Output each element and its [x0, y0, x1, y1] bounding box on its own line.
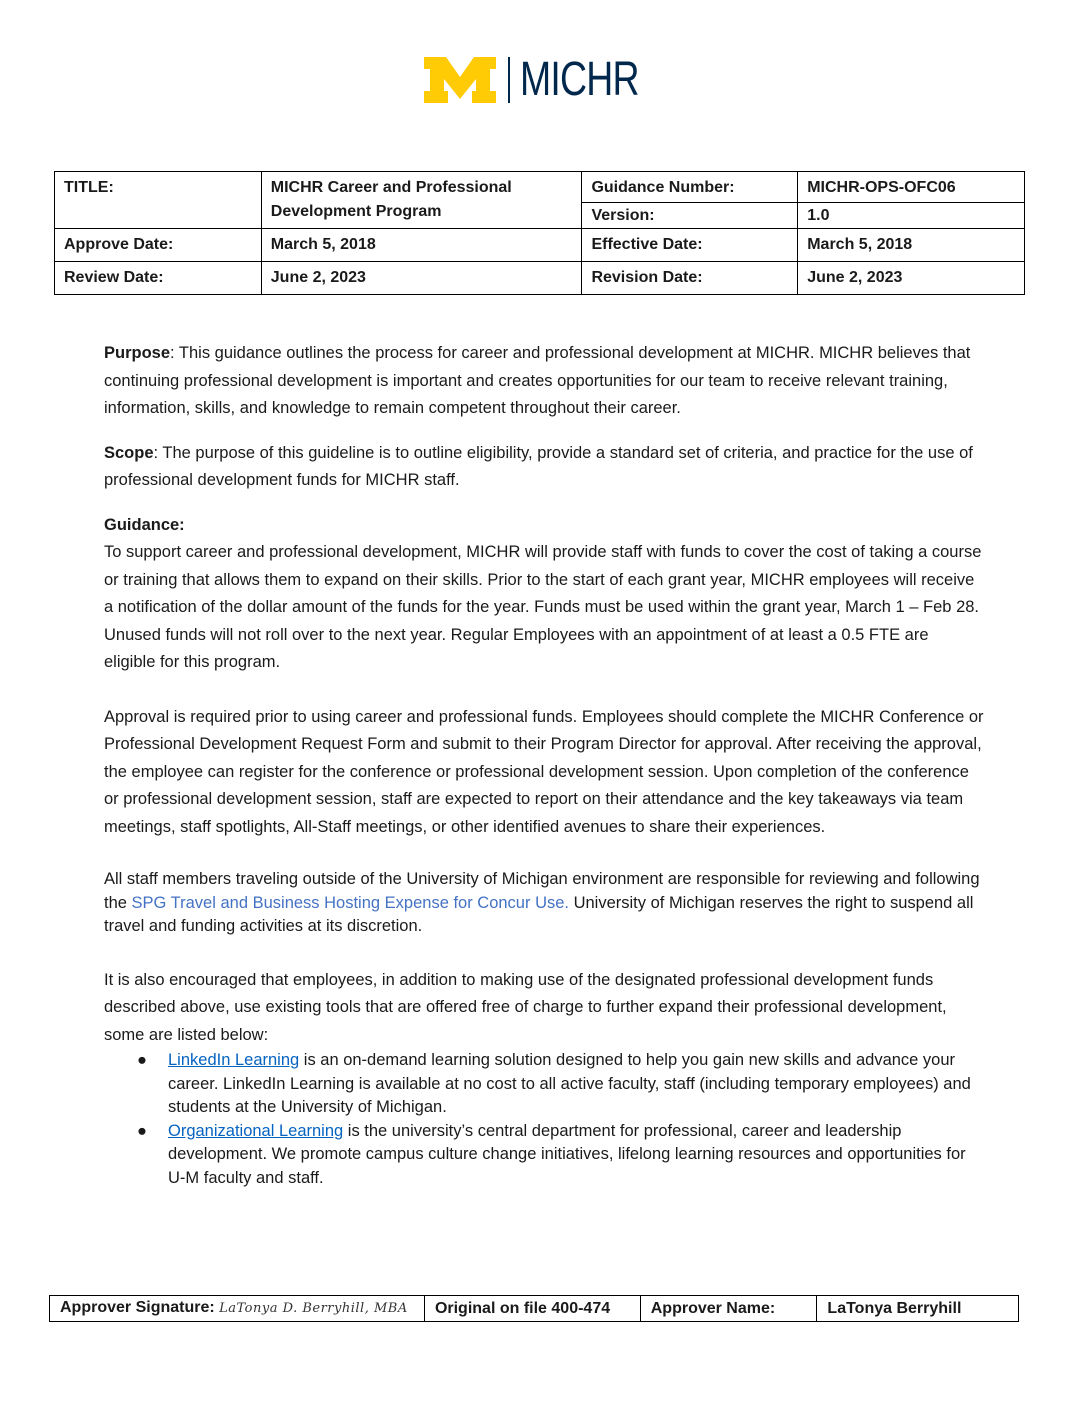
list-item-text: is the university’s central department for professional, career and leadership development. We promote campus culture change initiatives, lifelong learning resources and opportunities for U-M faculty and staff.	[168, 1121, 966, 1187]
guidance-number-label: Guidance Number:	[582, 172, 798, 203]
version-value: 1.0	[798, 203, 1025, 229]
purpose-paragraph	[104, 340, 984, 423]
approval-paragraph: Approval is required prior to using career and professional funds. Employees should complete the MICHR Conference or Professional Development Request Form and submit to their Program Director for approval. After receiving the approval, the employee can register for the conference or professional development session. Upon completion of the conference or professional development session, staff are expected to report on their attendance and the key takeaways via team meetings, staff spotlights, All-Staff meetings, or other identified avenues to share their experiences.	[104, 707, 984, 836]
travel-text-before: All staff members traveling outside of the University of Michigan environment are responsible for reviewing and following the	[104, 870, 980, 912]
spg-travel-link[interactable]: SPG Travel and Business Hosting Expense for Concur Use.	[131, 893, 569, 912]
block-m-logo-icon	[424, 57, 496, 103]
scope-paragraph	[104, 440, 984, 495]
guidance-heading: Guidance:	[104, 515, 185, 534]
approver-name-label: Approver Name:	[640, 1296, 817, 1322]
purpose-text: : This guidance outlines the process for career and professional development at MICHR. MICHR believes that continuing professional development is important and creates opportunities for our team to receive relevant training, information, skills, and knowledge to remain competent throughout their career.	[104, 344, 971, 417]
encourage-paragraph: It is also encouraged that employees, in addition to making use of the designated professional development funds described above, use existing tools that are offered free of charge to further expand their professional development, some are listed below:	[104, 970, 947, 1044]
revision-date-label: Revision Date:	[582, 262, 798, 295]
signature: LaTonya D. Berryhill, MBA	[219, 1301, 408, 1316]
approver-signature-label: Approver Signature:	[60, 1299, 215, 1316]
tools-list	[104, 1049, 984, 1190]
travel-paragraph	[104, 868, 984, 939]
list-item	[137, 1049, 984, 1120]
logo-divider	[508, 57, 510, 103]
list-item	[137, 1120, 984, 1191]
approve-date-label: Approve Date:	[55, 229, 262, 262]
version-label: Version:	[582, 203, 798, 229]
approval-table	[49, 1295, 1019, 1322]
guidance-number-value: MICHR-OPS-OFC06	[798, 172, 1025, 203]
logo-wordmark: MICHR	[520, 53, 639, 106]
scope-label: Scope	[104, 443, 154, 462]
revision-date-value: June 2, 2023	[798, 262, 1025, 295]
guidance-paragraph: To support career and professional development, MICHR will provide staff with funds to cover the cost of taking a course or training that allows them to expand on their skills. Prior to the start of each grant year, MICHR employees will receive a notification of the dollar amount of the funds for the year. Funds must be used within the grant year, March 1 – Feb 28. Unused funds will not roll over to the next year. Regular Employees with an appointment of at least a 0.5 FTE are eligible for this program.	[104, 543, 982, 671]
travel-text-after: University of Michigan reserves the right to suspend all travel and funding activities at its discretion.	[104, 893, 974, 935]
title-value: MICHR Career and Professional Development Program	[261, 172, 582, 229]
table-row	[55, 229, 1025, 262]
scope-text: : The purpose of this guideline is to outline eligibility, provide a standard set of criteria, and practice for the use of professional development funds for MICHR staff.	[104, 443, 973, 489]
document-body	[104, 340, 984, 1190]
effective-date-value: March 5, 2018	[798, 229, 1025, 262]
table-row	[55, 172, 1025, 203]
table-row	[50, 1296, 1019, 1322]
review-date-label: Review Date:	[55, 262, 262, 295]
list-item-text: is an on-demand learning solution designed to help you gain new skills and advance your career. LinkedIn Learning is available at no cost to all active faculty, staff (including temporary employees) and students at the University of Michigan.	[168, 1051, 971, 1116]
bullet-icon: ●	[137, 1121, 147, 1140]
effective-date-label: Effective Date:	[582, 229, 798, 262]
bullet-icon: ●	[137, 1051, 147, 1069]
michr-logo	[424, 53, 672, 106]
table-row	[55, 262, 1025, 295]
original-on-file: Original on file 400-474	[424, 1296, 640, 1322]
organizational-learning-link[interactable]: Organizational Learning	[168, 1121, 344, 1140]
linkedin-learning-link[interactable]: LinkedIn Learning	[168, 1051, 300, 1069]
title-label: TITLE:	[55, 172, 262, 229]
approver-name-value: LaTonya Berryhill	[817, 1296, 1019, 1322]
approver-signature-cell	[50, 1296, 425, 1322]
approve-date-value: March 5, 2018	[261, 229, 582, 262]
document-info-table	[54, 171, 1025, 295]
review-date-value: June 2, 2023	[261, 262, 582, 295]
purpose-label: Purpose	[104, 344, 171, 362]
